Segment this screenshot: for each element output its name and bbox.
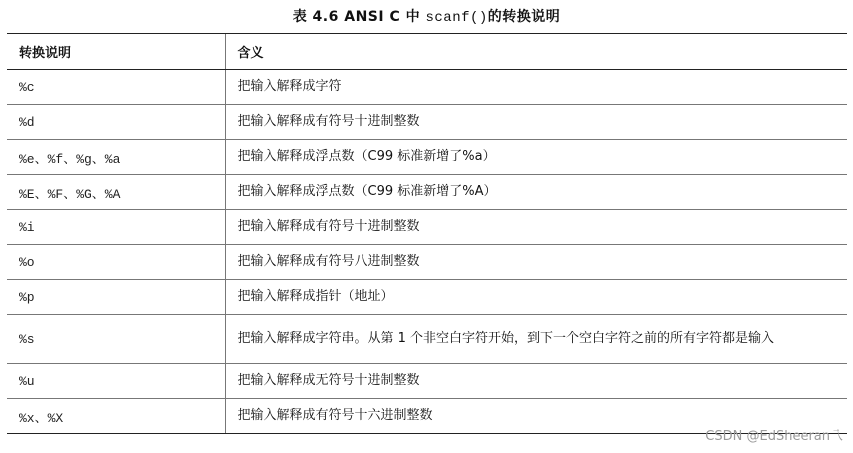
- caption-code: scanf(): [425, 10, 488, 26]
- spec-cell: %d: [7, 105, 225, 140]
- table-row: [7, 140, 847, 175]
- meaning-cell: 把输入解释成字符串。从第 1 个非空白字符开始，到下一个空白字符之前的所有字符都是输入: [225, 315, 847, 364]
- meaning-cell: 把输入解释成有符号十进制整数: [225, 105, 847, 140]
- table-row: [7, 70, 847, 105]
- csdn-watermark: CSDN @EdSheeran乁: [705, 429, 843, 444]
- meaning-cell: 把输入解释成有符号十进制整数: [225, 210, 847, 245]
- spec-cell: %E、%F、%G、%A: [7, 175, 225, 210]
- caption-suffix: 的转换说明: [487, 9, 561, 25]
- spec-cell: %e、%f、%g、%a: [7, 140, 225, 175]
- header-conversion-spec: 转换说明: [7, 34, 225, 70]
- meaning-cell: 把输入解释成字符: [225, 70, 847, 105]
- spec-cell: %p: [7, 280, 225, 315]
- table-row: [7, 245, 847, 280]
- meaning-cell: 把输入解释成有符号八进制整数: [225, 245, 847, 280]
- table-row: [7, 280, 847, 315]
- spec-cell: %x、%X: [7, 399, 225, 434]
- spec-cell: %u: [7, 364, 225, 399]
- spec-cell: %c: [7, 70, 225, 105]
- caption-prefix: 表 4.6 ANSI C 中: [292, 9, 426, 25]
- spec-cell: %s: [7, 315, 225, 364]
- meaning-cell: 把输入解释成有符号十六进制整数: [225, 399, 847, 434]
- meaning-cell: 把输入解释成浮点数（C99 标准新增了%a）: [225, 140, 847, 175]
- meaning-cell: 把输入解释成浮点数（C99 标准新增了%A）: [225, 175, 847, 210]
- spec-cell: %o: [7, 245, 225, 280]
- table-caption: [0, 6, 853, 26]
- spec-cell: %i: [7, 210, 225, 245]
- table-row: [7, 175, 847, 210]
- meaning-cell: 把输入解释成无符号十进制整数: [225, 364, 847, 399]
- table-row: [7, 315, 847, 364]
- header-meaning: 含义: [225, 34, 847, 70]
- table-row: [7, 105, 847, 140]
- meaning-cell: 把输入解释成指针（地址）: [225, 280, 847, 315]
- table-row: [7, 210, 847, 245]
- table-header-row: [7, 34, 847, 70]
- conversion-table: [7, 33, 847, 434]
- table-row: [7, 364, 847, 399]
